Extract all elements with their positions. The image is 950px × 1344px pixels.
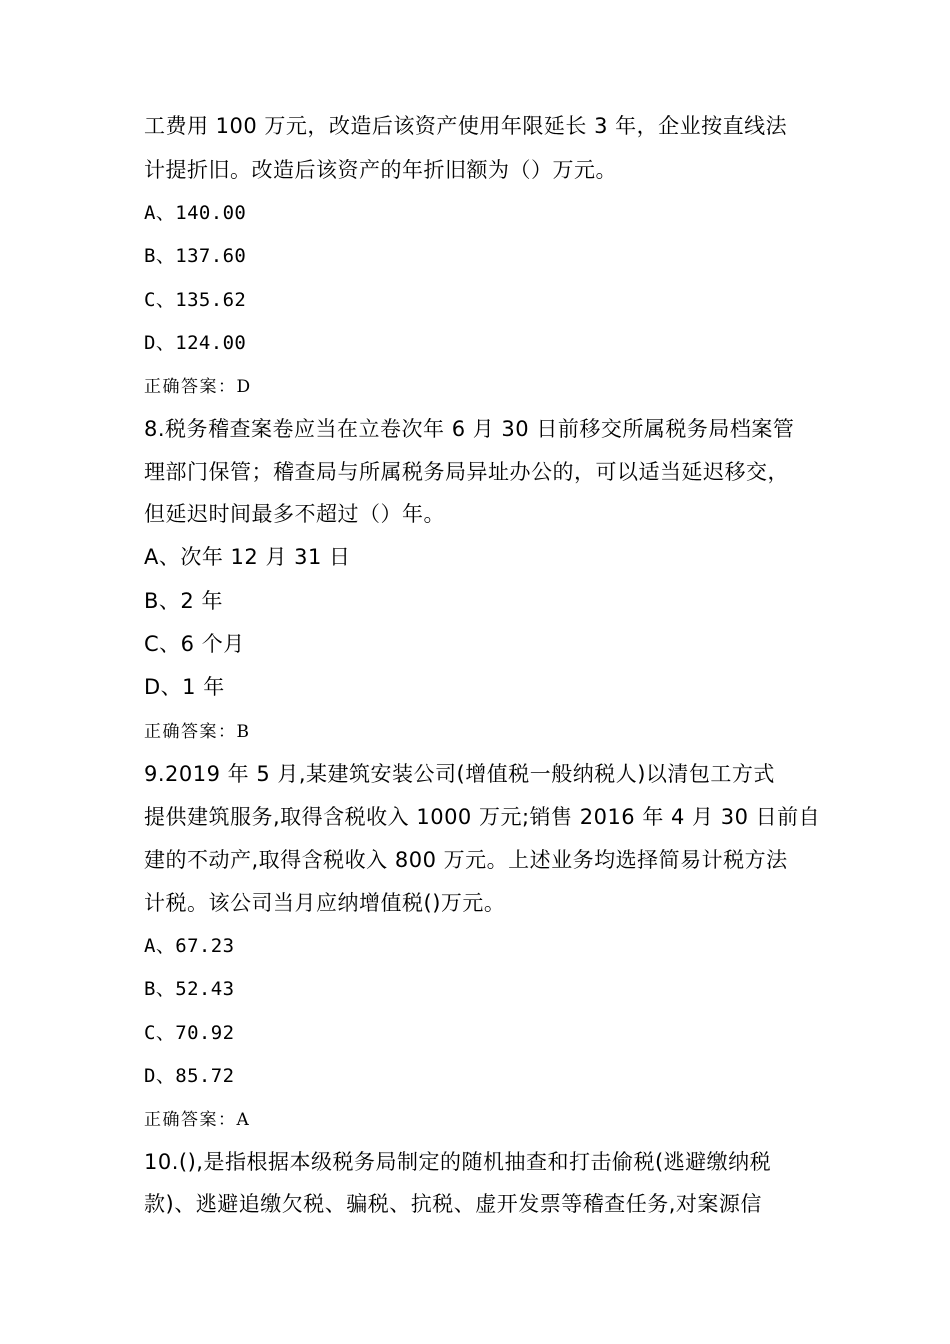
q9-stem-line-2: 提供建筑服务,取得含税收入 1000 万元;销售 2016 年 4 月 30 日前自 <box>144 805 821 829</box>
q8-stem-line-2: 理部门保管；稽查局与所属税务局异址办公的，可以适当延迟移交， <box>144 460 789 484</box>
q9-option-c: C、70.92 <box>144 1022 235 1044</box>
q9-answer: 正确答案：A <box>144 1110 251 1130</box>
q9-stem-line-4: 计税。该公司当月应纳增值税()万元。 <box>144 891 506 915</box>
q7-option-b: B、137.60 <box>144 245 247 267</box>
q9-stem-line-1: 9.2019 年 5 月,某建筑安装公司(增值税一般纳税人)以清包工方式 <box>144 762 775 786</box>
q8-answer: 正确答案：B <box>144 722 251 742</box>
q10-stem-line-2: 款)、逃避追缴欠税、骗税、抗税、虚开发票等稽查任务,对案源信 <box>144 1192 762 1216</box>
q8-option-a: A、次年 12 月 31 日 <box>144 545 351 569</box>
q9-stem-line-3: 建的不动产,取得含税收入 800 万元。上述业务均选择简易计税方法 <box>144 848 788 872</box>
q7-option-a: A、140.00 <box>144 202 247 224</box>
q7-option-c: C、135.62 <box>144 289 247 311</box>
q8-option-d: D、1 年 <box>144 675 225 699</box>
q7-option-d: D、124.00 <box>144 332 247 354</box>
q9-option-b: B、52.43 <box>144 978 235 1000</box>
q8-option-b: B、2 年 <box>144 589 223 613</box>
q7-stem-line-1: 工费用 100 万元，改造后该资产使用年限延长 3 年，企业按直线法 <box>144 114 788 138</box>
q8-stem-line-1: 8.税务稽查案卷应当在立卷次年 6 月 30 日前移交所属税务局档案管 <box>144 417 795 441</box>
q7-stem-line-2: 计提折旧。改造后该资产的年折旧额为（）万元。 <box>144 158 617 182</box>
q7-answer: 正确答案：D <box>144 377 252 397</box>
q10-stem-line-1: 10.(),是指根据本级税务局制定的随机抽查和打击偷税(逃避缴纳税 <box>144 1150 772 1174</box>
q8-stem-line-3: 但延迟时间最多不超过（）年。 <box>144 502 445 526</box>
q9-option-a: A、67.23 <box>144 935 235 957</box>
q8-option-c: C、6 个月 <box>144 632 245 656</box>
q9-option-d: D、85.72 <box>144 1065 235 1087</box>
